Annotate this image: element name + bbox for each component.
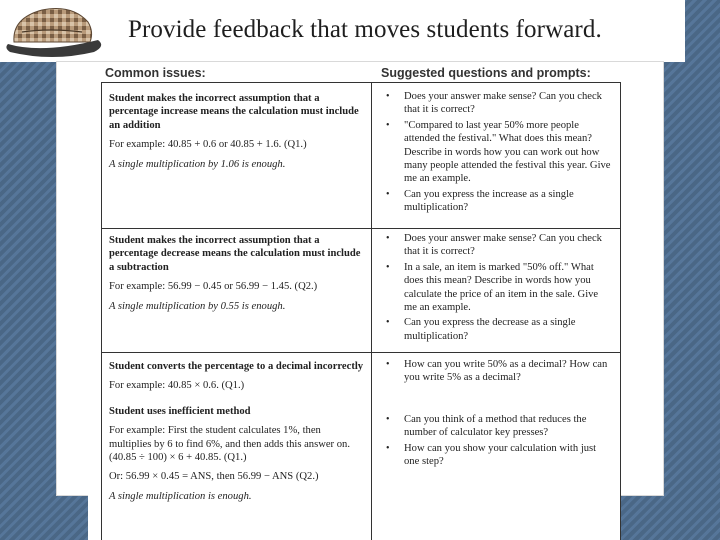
prompt-cell-3	[384, 358, 612, 470]
prompt-item: • In a sale, an item is marked "50% off." What does this mean? Describe in words how you calculate the price of an item in the sale. Give me an example.	[384, 261, 612, 315]
issue-text: Student uses inefficient method	[109, 405, 251, 417]
example-text: For example: 40.85 + 0.6 or 40.85 + 1.6. (Q1.)	[109, 139, 307, 151]
prompt-item: • How can you write 50% as a decimal? How can you write 5% as a decimal?	[384, 358, 612, 385]
prompt-item: • Can you express the increase as a single multiplication?	[384, 188, 612, 215]
prompt-item: • How can you show your calculation with just one step?	[384, 442, 612, 469]
table-rule	[101, 228, 620, 229]
table-rule	[101, 352, 620, 353]
note-text: A single multiplication by 1.06 is enough.	[109, 158, 286, 170]
prompt-item: • Does your answer make sense? Can you check that it is correct?	[384, 90, 612, 117]
issue-cell-2	[109, 234, 365, 313]
prompt-cell-2	[384, 232, 612, 345]
prompt-item: • Does your answer make sense? Can you check that it is correct?	[384, 232, 612, 259]
issue-cell-3	[109, 360, 365, 503]
title-bar	[0, 0, 685, 62]
table-rule	[101, 82, 620, 83]
issue-text: Student makes the incorrect assumption that a percentage increase means the calculation must include an addition	[109, 93, 359, 131]
example-text: For example: First the student calculates 1%, then multiplies by 6 to find 6%, and then adds this answer on.	[109, 425, 350, 450]
issue-text: Student makes the incorrect assumption that a percentage decrease means the calculation must include a subtraction	[109, 235, 361, 273]
example-text: For example: 40.85 × 0.6. (Q1.)	[109, 380, 245, 392]
prompt-item: • Can you express the decrease as a single multiplication?	[384, 316, 612, 343]
calculation-text: (40.85 ÷ 100) × 6 + 40.85. (Q1.)	[109, 452, 247, 464]
slide-title: Provide feedback that moves students forward.	[128, 16, 602, 43]
note-text: A single multiplication is enough.	[109, 490, 252, 502]
column-divider	[371, 82, 372, 540]
prompt-item: • Can you think of a method that reduces the number of calculator key presses?	[384, 413, 612, 440]
document-page	[88, 62, 621, 540]
issue-cell-1	[109, 92, 365, 171]
plaid-cap-icon	[2, 2, 112, 64]
example-text: For example: 56.99 − 0.45 or 56.99 − 1.45. (Q2.)	[109, 281, 318, 293]
prompts-header: Suggested questions and prompts:	[381, 66, 591, 80]
prompt-item: • "Compared to last year 50% more people attended the festival." What does this mean? Describe in words how you can work out how many people attended the festival this year. Give me an example.	[384, 119, 612, 186]
issue-text: Student converts the percentage to a decimal incorrectly	[109, 361, 364, 372]
calculation-text: Or: 56.99 × 0.45 = ANS, then 56.99 − ANS (Q2.)	[109, 471, 319, 483]
note-text: A single multiplication by 0.55 is enough.	[109, 300, 286, 312]
prompt-cell-1	[384, 90, 612, 217]
issues-header: Common issues:	[105, 66, 206, 80]
